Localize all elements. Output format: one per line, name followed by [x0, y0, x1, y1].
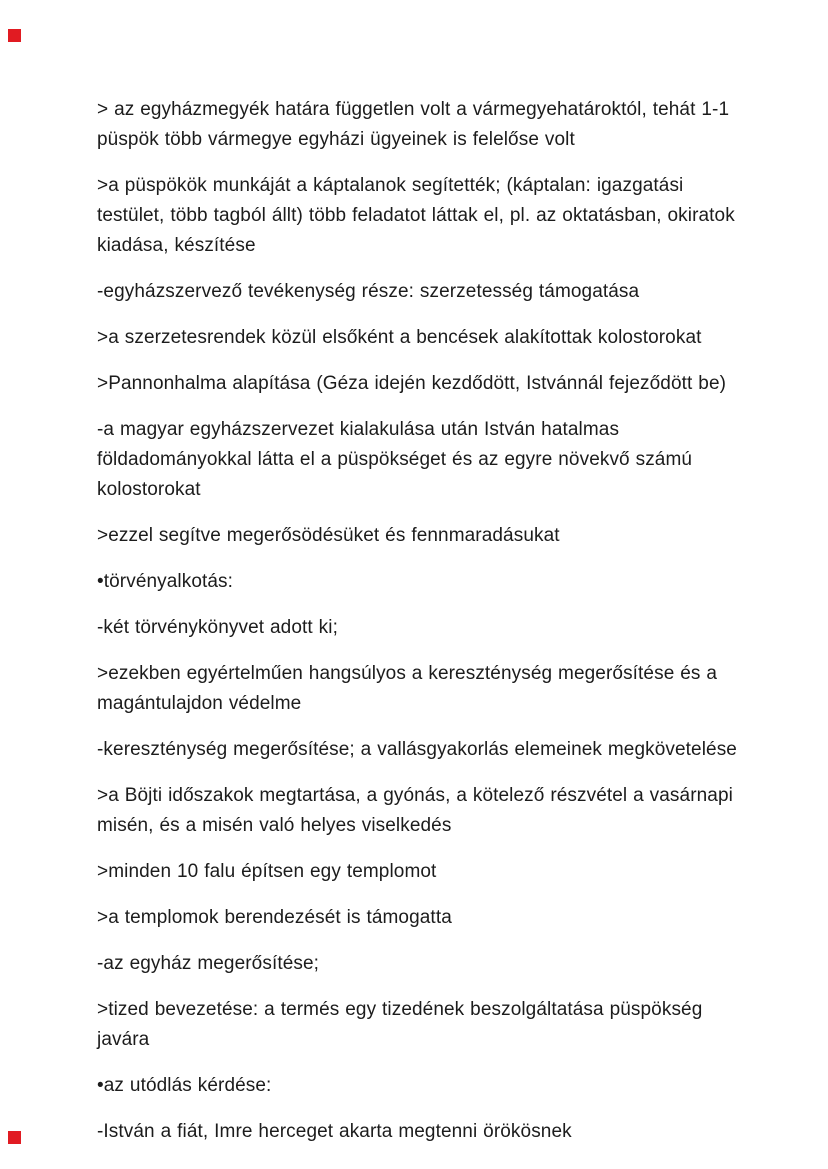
paragraph: >Pannonhalma alapítása (Géza idején kezdődött, Istvánnál fejeződött be): [97, 373, 727, 394]
paragraph: •törvényalkotás:: [97, 571, 234, 592]
paragraph: -István a fiát, Imre herceget akarta megtenni örökösnek: [97, 1121, 572, 1142]
paragraph: -kereszténység megerősítése; a vallásgyakorlás elemeinek megkövetelése: [97, 739, 737, 760]
paragraph: >ezekben egyértelműen hangsúlyos a kereszténység megerősítése és a magántulajdon védelme: [97, 663, 718, 714]
paragraph: >a templomok berendezését is támogatta: [97, 907, 452, 928]
paragraph: >a Böjti időszakok megtartása, a gyónás, a kötelező részvétel a vasárnapi misén, és a misén való helyes viselkedés: [97, 785, 733, 836]
paragraph: -két törvénykönyvet adott ki;: [97, 617, 338, 638]
document-text-block: [97, 95, 745, 1163]
red-corner-marker-bottom: [8, 1131, 21, 1144]
paragraph: -az egyház megerősítése;: [97, 953, 320, 974]
paragraph: > az egyházmegyék határa független volt a vármegyehatároktól, tehát 1-1 püspök több vármegye egyházi ügyeinek is felelőse volt: [97, 99, 730, 150]
paragraph: >ezzel segítve megerősödésüket és fennmaradásukat: [97, 525, 560, 546]
paragraph: >tized bevezetése: a termés egy tizedének beszolgáltatása püspökség javára: [97, 999, 703, 1050]
paragraph: >a szerzetesrendek közül elsőként a bencések alakítottak kolostorokat: [97, 327, 702, 348]
paragraph: -a magyar egyházszervezet kialakulása után István hatalmas földadományokkal látta el a püspökséget és az egyre növekvő számú kolostorokat: [97, 419, 693, 500]
paragraph: >a püspökök munkáját a káptalanok segítették; (káptalan: igazgatási testület, több tagból állt) több feladatot láttak el, pl. az oktatásban, okiratok kiadása, készítése: [97, 175, 735, 256]
paragraph: >minden 10 falu építsen egy templomot: [97, 861, 437, 882]
paragraph: -egyházszervező tevékenység része: szerzetesség támogatása: [97, 281, 640, 302]
paragraph: •az utódlás kérdése:: [97, 1075, 272, 1096]
red-corner-marker-top: [8, 29, 21, 42]
